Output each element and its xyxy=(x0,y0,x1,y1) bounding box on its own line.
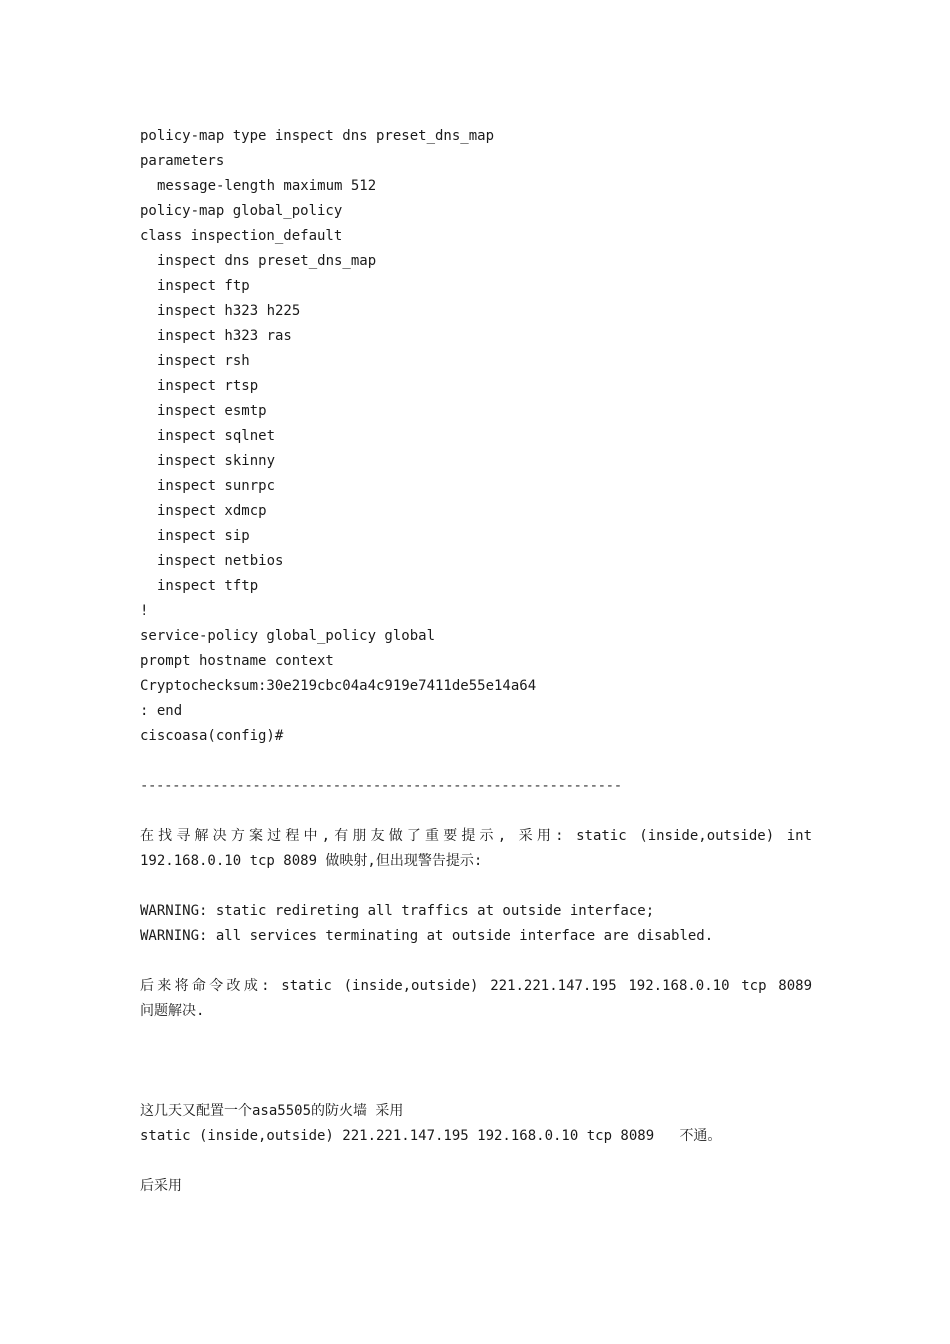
paragraph-fix-line-1: 后来将命令改成: static (inside,outside) 221.221.147.195 192.168.0.10 tcp 8089 xyxy=(140,978,812,994)
config-line: inspect xdmcp xyxy=(157,503,267,519)
config-line: ! xyxy=(140,603,149,619)
config-line: inspect ftp xyxy=(157,278,250,294)
paragraph-hint-line-1: 在找寻解决方案过程中,有朋友做了重要提示, 采用: static (inside,outside) int xyxy=(140,828,812,844)
paragraph-later-use: 后采用 xyxy=(140,1178,182,1194)
paragraph-hint-line-2: 192.168.0.10 tcp 8089 做映射,但出现警告提示: xyxy=(140,853,483,869)
config-line: inspect dns preset_dns_map xyxy=(157,253,377,269)
spacer xyxy=(140,874,812,899)
config-line: inspect skinny xyxy=(157,453,276,469)
spacer xyxy=(140,1074,812,1099)
paragraph-fix-line-2: 问题解决. xyxy=(140,1003,205,1019)
config-line: inspect tftp xyxy=(157,578,259,594)
config-line: inspect sip xyxy=(157,528,250,544)
config-line: parameters xyxy=(140,153,225,169)
paragraph-asa5505-line-2: static (inside,outside) 221.221.147.195 192.168.0.10 tcp 8089 不通。 xyxy=(140,1128,722,1144)
config-line: inspect rtsp xyxy=(157,378,259,394)
spacer xyxy=(140,749,812,774)
config-line: : end xyxy=(140,703,183,719)
warning-line-2: WARNING: all services terminating at outside interface are disabled. xyxy=(140,928,714,944)
config-line: prompt hostname context xyxy=(140,653,334,669)
config-line: inspect h323 ras xyxy=(157,328,292,344)
config-line: inspect netbios xyxy=(157,553,284,569)
warning-line-1: WARNING: static redireting all traffics at outside interface; xyxy=(140,903,655,919)
config-line: service-policy global_policy global xyxy=(140,628,436,644)
config-line: inspect rsh xyxy=(157,353,250,369)
config-line: inspect h323 h225 xyxy=(157,303,301,319)
config-line: ciscoasa(config)# xyxy=(140,728,284,744)
config-line: inspect esmtp xyxy=(157,403,267,419)
spacer xyxy=(140,1024,812,1049)
separator-line: ------------------------------------------------------------ xyxy=(140,778,622,794)
paragraph-asa5505-line-1: 这几天又配置一个asa5505的防火墙 采用 xyxy=(140,1103,404,1119)
config-line: message-length maximum 512 xyxy=(157,178,377,194)
config-line: Cryptochecksum:30e219cbc04a4c919e7411de55e14a64 xyxy=(140,678,537,694)
spacer xyxy=(140,949,812,974)
spacer xyxy=(140,1149,812,1174)
config-line: policy-map type inspect dns preset_dns_map xyxy=(140,128,495,144)
config-line: policy-map global_policy xyxy=(140,203,343,219)
config-line: class inspection_default xyxy=(140,228,343,244)
spacer xyxy=(140,1049,812,1074)
spacer xyxy=(140,799,812,824)
config-line: inspect sunrpc xyxy=(157,478,276,494)
document-page xyxy=(140,124,812,1199)
config-line: inspect sqlnet xyxy=(157,428,276,444)
config-block xyxy=(140,124,812,749)
